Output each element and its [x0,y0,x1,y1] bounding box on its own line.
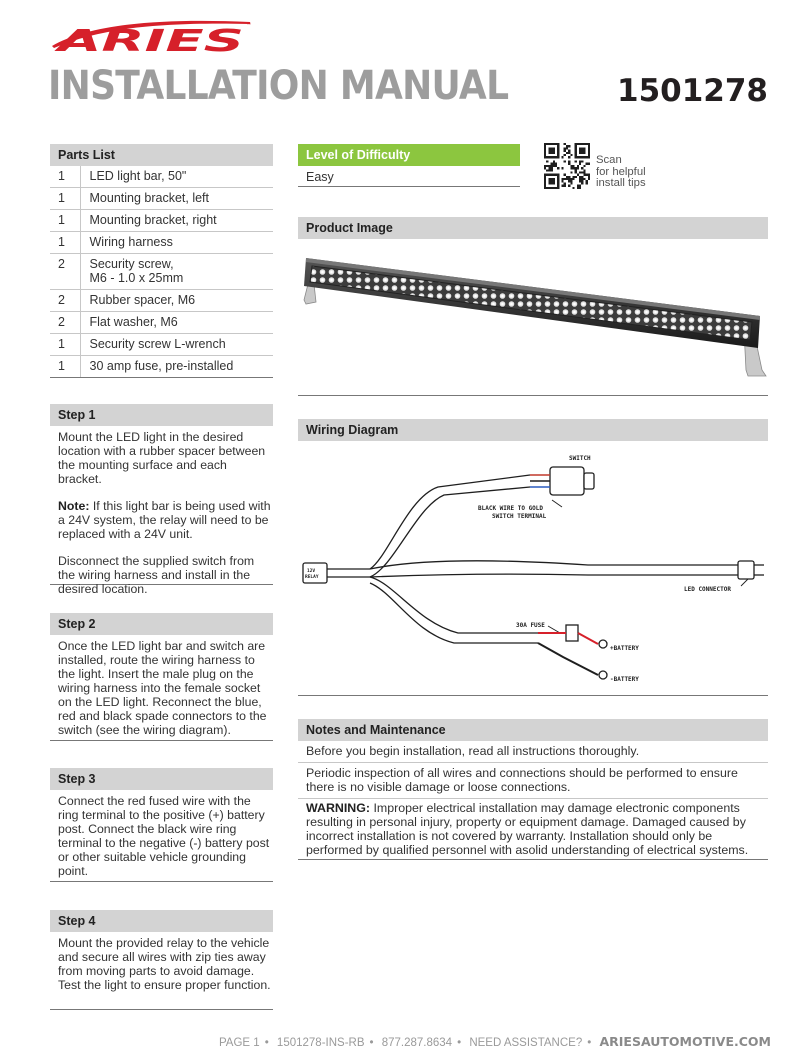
part-description-line-2: M6 - 1.0 x 25mm [89,271,184,285]
parts-list-table [50,166,273,378]
step-1-body [50,430,273,596]
wiring-diagram [298,447,768,687]
part-qty: 1 [50,232,80,254]
svg-text:™: ™ [246,22,251,28]
part-description [80,232,273,254]
label-relay-2: RELAY [305,575,319,580]
notes-item-1: Before you begin installation, read all instructions thoroughly. [298,744,768,763]
product-image-header: Product Image [298,217,768,239]
parts-row [50,334,273,356]
part-description-line: Mounting bracket, right [89,213,217,227]
footer-doc-id: 1501278-INS-RB [276,1037,365,1049]
part-description [80,166,273,188]
notes-header: Notes and Maintenance [298,719,768,741]
warning-text: Improper electrical installation may damage electronic components resulting in personal injury, property or equipment damage. Damaged caused by incorrect installation is not covered by warranty. Installation should only be performed by qualified personnel with asolid understanding of electrical systems. [306,801,749,857]
part-description [80,290,273,312]
parts-row [50,356,273,378]
part-description [80,356,273,378]
label-relay-1: 12V [307,569,316,574]
step-3-header: Step 3 [50,768,273,790]
label-led-connector: LED CONNECTOR [684,586,731,593]
label-pos-battery: +BATTERY [610,645,639,652]
wiring-diagram-header: Wiring Diagram [298,419,768,441]
qr-caption-line-2: for helpful [596,165,646,178]
part-qty: 1 [50,210,80,232]
notes-item-2: Periodic inspection of all wires and connections should be performed to ensure there is no visible damage or loose connections. [298,766,768,799]
part-description-line: Wiring harness [89,235,173,249]
product-image-rule [298,395,768,396]
step-1-header: Step 1 [50,404,273,426]
notes-warning [298,801,768,860]
step-1-note-label: Note: [58,499,90,513]
part-description [80,210,273,232]
qr-caption-line-1: Scan [596,154,622,166]
step-3-body [50,794,273,882]
step-1-text-3: Disconnect the supplied switch from the wiring harness and install in the desired location. [58,554,255,596]
document-title: INSTALLATION MANUAL [48,63,509,109]
part-description [80,254,273,290]
part-description-line: 30 amp fuse, pre-installed [89,359,234,373]
part-description [80,312,273,334]
step-4-text: Mount the provided relay to the vehicle and secure all wires with zip ties away from moving parts to avoid damage. Test the light to ensure proper function. [58,936,271,992]
parts-row [50,166,273,188]
part-qty: 1 [50,356,80,378]
step-2-text: Once the LED light bar and switch are installed, route the wiring harness to the light. Insert the male plug on the wiring harness into the female socket on the LED light. Reconnect the blue, red and black spade connectors to the switch (see the wiring diagram). [58,639,267,737]
step-3-text: Connect the red fused wire with the ring terminal to the positive (+) battery post. Connect the black wire ring terminal to the negative (-) battery post or other suitable vehicle grounding point. [58,794,270,878]
part-qty: 1 [50,166,80,188]
step-2-body [50,639,273,741]
led-light-bar-image [300,252,768,380]
part-qty: 1 [50,334,80,356]
wiring-diagram-rule [298,695,768,696]
aries-logo [50,16,256,54]
difficulty-value: Easy [306,170,334,184]
part-description-line: Security screw, [89,257,174,271]
parts-row [50,210,273,232]
part-description-line: Flat washer, M6 [89,315,178,329]
parts-list-header: Parts List [50,144,273,166]
qr-caption-line-3: install tips [596,177,646,189]
label-fuse: 30A FUSE [516,622,545,629]
logo-text: ARIES [54,24,244,54]
part-description-line: LED light bar, 50" [89,169,187,183]
parts-row [50,312,273,334]
difficulty-rule [298,186,520,187]
parts-row [50,254,273,290]
qr-code[interactable] [544,143,590,189]
footer-page: PAGE 1 [218,1037,260,1049]
part-qty: 2 [50,254,80,290]
part-description [80,334,273,356]
part-qty: 1 [50,188,80,210]
step-2-header: Step 2 [50,613,273,635]
label-black-wire-1: BLACK WIRE TO GOLD [478,505,544,512]
part-description-line: Rubber spacer, M6 [89,293,196,307]
label-black-wire-2: SWITCH TERMINAL [492,513,547,520]
parts-row [50,290,273,312]
parts-row [50,188,273,210]
step-1-text: Mount the LED light in the desired location with a rubber spacer between the mounting surface and each bracket. [58,430,266,486]
part-qty: 2 [50,312,80,334]
step-4-body [50,936,273,1010]
part-qty: 2 [50,290,80,312]
label-switch: SWITCH [569,455,591,462]
qr-caption [596,155,646,190]
label-neg-battery: -BATTERY [610,676,639,683]
step-4-header: Step 4 [50,910,273,932]
step-1-note-text: If this light bar is being used with a 24V system, the relay will need to be replaced with a 24V unit. [58,499,271,541]
part-description-line: Security screw L-wrench [89,337,226,351]
part-description [80,188,273,210]
part-description-line: Mounting bracket, left [89,191,210,205]
footer-website-link[interactable]: ARIESAUTOMOTIVE.COM [599,1034,771,1049]
parts-row [50,232,273,254]
footer-assist: NEED ASSISTANCE? [469,1037,583,1049]
footer: PAGE 1 • 1501278-INS-RB • 877.287.8634 • NEED ASSISTANCE? • ARIESAUTOMOTIVE.COM [218,1034,771,1049]
warning-label: WARNING: [306,801,371,815]
part-number: 1501278 [617,73,768,109]
footer-phone[interactable]: 877.287.8634 [381,1037,453,1049]
difficulty-header: Level of Difficulty [298,144,520,166]
